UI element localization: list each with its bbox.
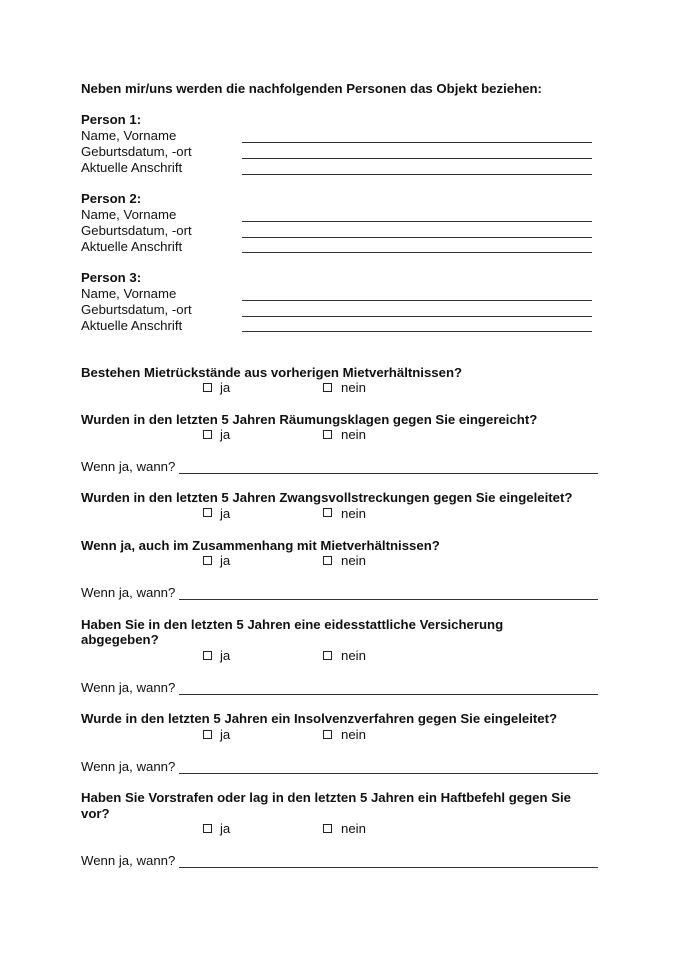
address-input-line[interactable] <box>242 252 592 253</box>
yes-label: ja <box>220 553 231 568</box>
when-input-line[interactable] <box>179 599 598 600</box>
person-title: Person 1: <box>81 112 142 127</box>
yes-checkbox[interactable] <box>203 383 212 392</box>
name-input-line[interactable] <box>242 300 592 301</box>
no-checkbox[interactable] <box>323 824 332 833</box>
no-checkbox[interactable] <box>323 383 332 392</box>
when-label: Wenn ja, wann? <box>81 759 176 774</box>
no-checkbox[interactable] <box>323 508 332 517</box>
name-label: Name, Vorname <box>81 286 177 301</box>
when-input-line[interactable] <box>179 473 598 474</box>
address-label: Aktuelle Anschrift <box>81 239 183 254</box>
question-text: Wurden in den letzten 5 Jahren Zwangsvollstreckungen gegen Sie eingeleitet? <box>81 490 573 505</box>
question-text-line-1: Haben Sie Vorstrafen oder lag in den letzten 5 Jahren ein Haftbefehl gegen Sie <box>81 790 572 805</box>
no-checkbox[interactable] <box>323 430 332 439</box>
when-label: Wenn ja, wann? <box>81 680 176 695</box>
yes-checkbox[interactable] <box>203 430 212 439</box>
birth-label: Geburtsdatum, -ort <box>81 302 192 317</box>
no-label: nein <box>341 648 366 663</box>
question-text-line-1: Haben Sie in den letzten 5 Jahren eine eidesstattliche Versicherung <box>81 617 504 632</box>
no-checkbox[interactable] <box>323 651 332 660</box>
no-label: nein <box>341 506 366 521</box>
yes-checkbox[interactable] <box>203 508 212 517</box>
yes-checkbox[interactable] <box>203 730 212 739</box>
birth-input-line[interactable] <box>242 158 592 159</box>
yes-label: ja <box>220 506 231 521</box>
question-text-line-2: abgegeben? <box>81 632 159 647</box>
no-label: nein <box>341 553 366 568</box>
yes-checkbox[interactable] <box>203 651 212 660</box>
yes-label: ja <box>220 380 231 395</box>
person-title: Person 2: <box>81 191 142 206</box>
question-text: Bestehen Mietrückstände aus vorherigen Mietverhältnissen? <box>81 365 463 380</box>
birth-input-line[interactable] <box>242 237 592 238</box>
question-text: Wurde in den letzten 5 Jahren ein Insolvenzverfahren gegen Sie eingeleitet? <box>81 711 558 726</box>
question-text: Wurden in den letzten 5 Jahren Räumungsklagen gegen Sie eingereicht? <box>81 412 538 427</box>
yes-checkbox[interactable] <box>203 556 212 565</box>
no-label: nein <box>341 380 366 395</box>
name-input-line[interactable] <box>242 142 592 143</box>
no-label: nein <box>341 427 366 442</box>
yes-label: ja <box>220 821 231 836</box>
no-label: nein <box>341 727 366 742</box>
birth-input-line[interactable] <box>242 316 592 317</box>
birth-label: Geburtsdatum, -ort <box>81 223 192 238</box>
yes-checkbox[interactable] <box>203 824 212 833</box>
yes-label: ja <box>220 427 231 442</box>
name-label: Name, Vorname <box>81 128 177 143</box>
address-label: Aktuelle Anschrift <box>81 318 183 333</box>
yes-label: ja <box>220 727 231 742</box>
yes-label: ja <box>220 648 231 663</box>
address-input-line[interactable] <box>242 331 592 332</box>
when-input-line[interactable] <box>179 694 598 695</box>
no-checkbox[interactable] <box>323 730 332 739</box>
question-text-line-2: vor? <box>81 806 110 821</box>
when-label: Wenn ja, wann? <box>81 459 176 474</box>
intro-heading: Neben mir/uns werden die nachfolgenden Personen das Objekt beziehen: <box>81 81 542 96</box>
when-input-line[interactable] <box>179 773 598 774</box>
person-title: Person 3: <box>81 270 142 285</box>
when-input-line[interactable] <box>179 867 598 868</box>
birth-label: Geburtsdatum, -ort <box>81 144 192 159</box>
address-input-line[interactable] <box>242 174 592 175</box>
name-input-line[interactable] <box>242 221 592 222</box>
no-checkbox[interactable] <box>323 556 332 565</box>
no-label: nein <box>341 821 366 836</box>
when-label: Wenn ja, wann? <box>81 585 176 600</box>
address-label: Aktuelle Anschrift <box>81 160 183 175</box>
when-label: Wenn ja, wann? <box>81 853 176 868</box>
name-label: Name, Vorname <box>81 207 177 222</box>
question-text: Wenn ja, auch im Zusammenhang mit Mietverhältnissen? <box>81 538 440 553</box>
